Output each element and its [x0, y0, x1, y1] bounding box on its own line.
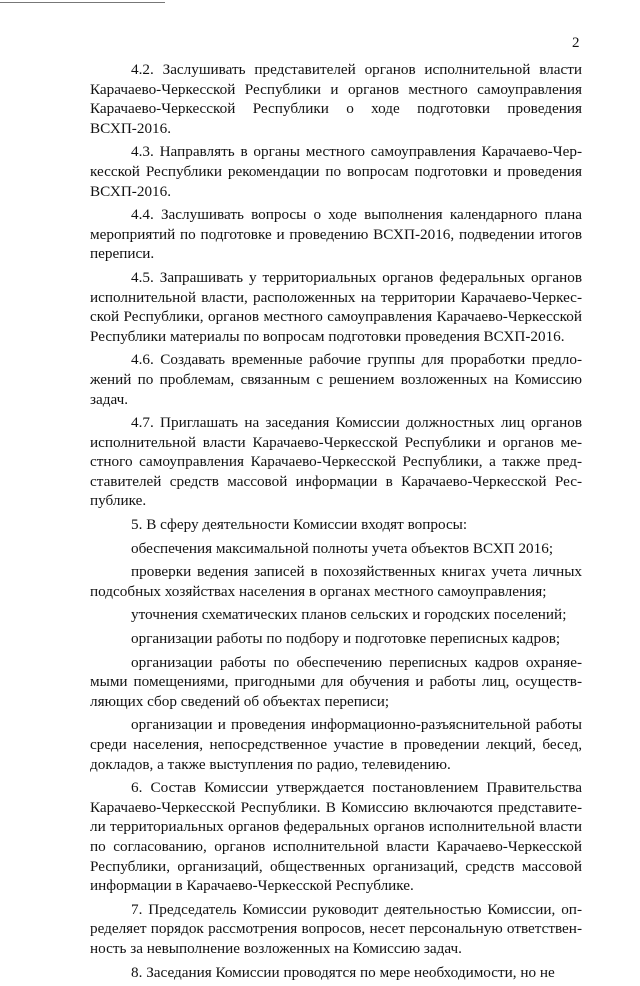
paragraph-5-item-3: уточнения схематических планов сельских и городских поселений; [131, 606, 567, 624]
document-body [90, 60, 582, 986]
top-rule [0, 2, 165, 3]
page-number: 2 [572, 35, 580, 51]
paragraph-6: 6. Состав Комиссии утверждается постановлением Правительства Карачаево-Черкесской Республики. В Комиссию включаются представители территориальных органов федеральных органов исполнительной власти по согласованию, органов исполнительной власти Карачаево-Черкесской Республики, организаций, общественных организаций, средств массовой информации в Карачаево-Черкесской Республике. [90, 779, 582, 895]
paragraph-5-item-5: организации работы по обеспечению переписных кадров охраняемыми помещениями, пригодными для обучения и работы лиц, осуществляющих сбор сведений об объектах переписи; [90, 653, 582, 710]
paragraph-4-7: 4.7. Приглашать на заседания Комиссии должностных лиц органов исполнительной власти Карачаево-Черкесской Республики и органов местного самоуправления Карачаево-Черкесской Республики, а также представителей средств массовой информации в Карачаево-Черкесской Республике. [90, 414, 582, 510]
paragraph-5-item-6: организации и проведения информационно-разъяснительной работы среди населения, непосредственное участие в проведении лекций, бесед, докладов, а также выступления по радио, телевидению. [90, 716, 582, 773]
paragraph-5-item-4: организации работы по подбору и подготовке переписных кадров; [131, 630, 561, 648]
paragraph-4-4: 4.4. Заслушивать вопросы о ходе выполнения календарного плана мероприятий по подготовке и проведению ВСХП-2016, подведении итогов переписи. [90, 206, 582, 263]
paragraph-5-item-1: обеспечения максимальной полноты учета объектов ВСХП 2016; [131, 539, 554, 557]
paragraph-5-item-2: проверки ведения записей в похозяйственных книгах учета личных подсобных хозяйствах населения в органах местного самоуправления; [90, 563, 582, 600]
paragraph-4-6: 4.6. Создавать временные рабочие группы для проработки предложений по проблемам, связанным с решением возложенных на Комиссию задач. [90, 351, 582, 408]
paragraph-8: 8. Заседания Комиссии проводятся по мере необходимости, но не [131, 963, 555, 981]
paragraph-5: 5. В сферу деятельности Комиссии входят вопросы: [131, 516, 468, 534]
paragraph-4-2: 4.2. Заслушивать представителей органов исполнительной власти Карачаево-Черкесской Республики и органов местного самоуправления Карачаево-Черкесской Республики о ходе подготовки проведения ВСХП-2016. [90, 61, 582, 137]
paragraph-7: 7. Председатель Комиссии руководит деятельностью Комиссии, определяет порядок рассмотрения вопросов, несет персональную ответственность за невыполнение возложенных на Комиссию задач. [90, 900, 582, 957]
paragraph-4-3: 4.3. Направлять в органы местного самоуправления Карачаево-Черкесской Республики рекомендации по вопросам подготовки и проведения ВСХП-2016. [90, 143, 582, 200]
paragraph-4-5: 4.5. Запрашивать у территориальных органов федеральных органов исполнительной власти, расположенных на территории Карачаево-Черкесской Республики, органов местного самоуправления Карачаево-Черкесской Республики материалы по вопросам подготовки проведения ВСХП-2016. [90, 268, 582, 345]
